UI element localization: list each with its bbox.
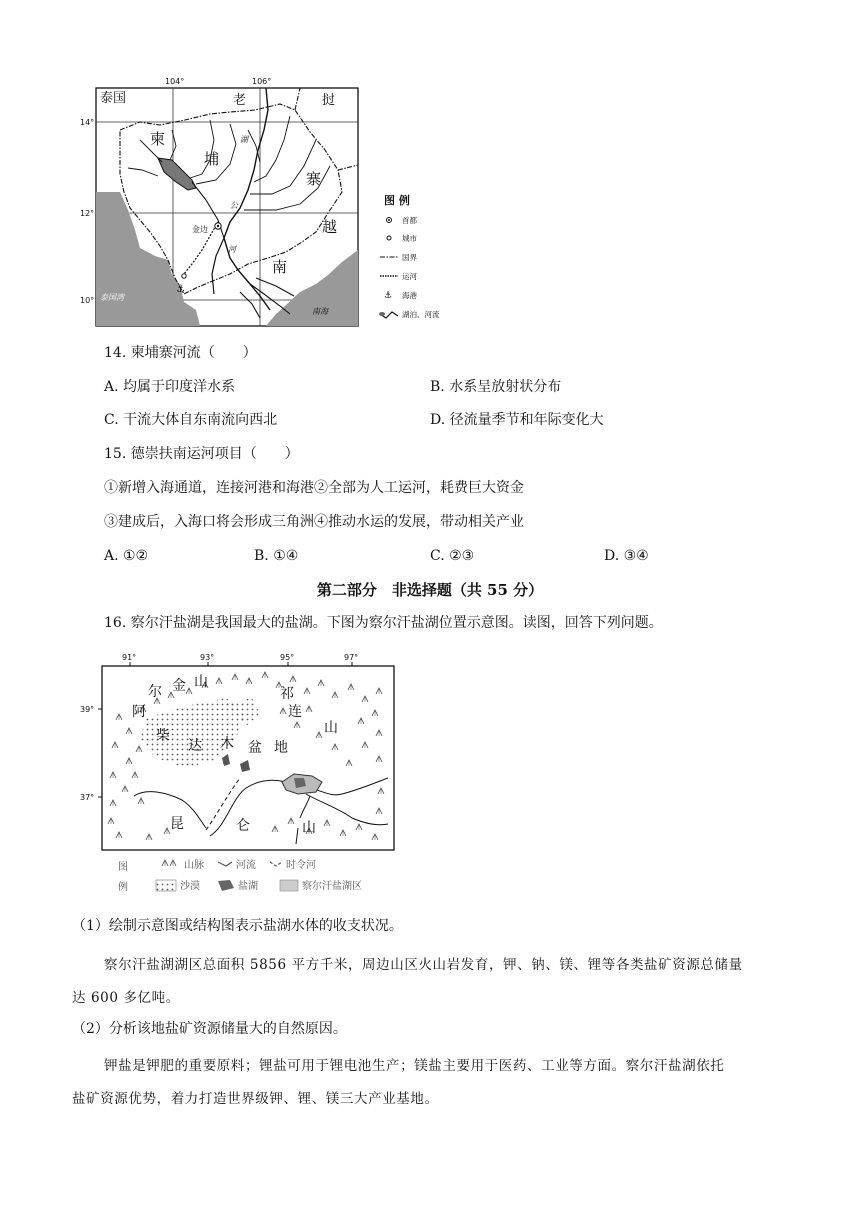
legend-title: 图 例 [384,194,410,207]
label-a: 阿 [132,704,146,720]
label-lian: 连 [288,704,302,720]
legend-port: 海港 [402,291,417,300]
label-shan2: 山 [324,720,338,736]
lon-label-93: 93° [200,653,215,662]
q16-para2-line1: 钾盐是钾肥的重要原料；锂盐可用于锂电池生产；镁盐主要用于医药、工业等方面。察尔汗盐湖依托 [104,1058,725,1074]
legend-mountain: 山脉 [184,860,204,871]
label-gong: 公 [230,201,238,210]
legend-qarhan-area: 察尔汗盐湖区 [302,881,362,892]
label-phnom-penh: 金边 [192,225,208,234]
label-di: 地 [274,740,288,756]
lat-label-39: 39° [80,705,95,714]
lon-label-91: 91° [122,653,137,662]
label-cambodia-2: 埔 [204,150,220,168]
q16-para1-line1: 察尔汗盐湖湖区总面积 5856 平方千米，周边山区火山岩发育，钾、钠、镁、锂等各类盐矿资源总储量 [104,957,743,973]
label-shan3: 山 [302,820,316,836]
legend-capital: 首都 [402,216,417,225]
q15-option-b: B. ①④ [254,548,299,564]
q16-para2-line2: 盐矿资源优势，着力打造世界级钾、锂、镁三大产业基地。 [72,1091,439,1107]
label-er: 尔 [148,684,162,700]
q14-option-a: A. 均属于印度洋水系 [104,379,236,395]
legend-river: 河流 [236,860,256,871]
q16-para1-line2: 达 600 多亿吨。 [72,990,180,1006]
label-river: 河 [228,245,236,254]
q15-option-d: D. ③④ [604,548,649,564]
label-chai: 柴 [156,728,170,744]
qarhan-map-svg [76,648,406,900]
lat-label-12: 12° [80,209,95,218]
q15-line1: ①新增入海通道，连接河港和海港②全部为人工运河，耗费巨大资金 [104,480,524,496]
lon-label-97: 97° [344,653,359,662]
label-lake: 湖 [240,135,248,144]
legend-city: 城市 [402,234,417,243]
map2-legend [118,858,362,893]
label-thailand: 泰国 [100,91,127,106]
legend-lake-river: 湖泊、河流 [402,310,440,319]
lon-label-104: 104° [165,77,185,86]
cambodia-map [80,70,460,332]
lat-label-37: 37° [80,793,95,802]
q14-stem: 14. 柬埔寨河流（ ） [104,345,257,361]
legend-canal: 运河 [402,272,417,281]
q15-option-c: C. ②③ [430,548,475,564]
q14-option-d: D. 径流量季节和年际变化大 [430,412,604,428]
q14-option-c: C. 干流大体自东南流向西北 [104,412,278,428]
q15-stem: 15. 德崇扶南运河项目（ ） [104,446,299,462]
label-qi: 祁 [280,686,294,702]
lon-label-95: 95° [280,653,295,662]
legend-salt-lake: 盐湖 [238,881,258,892]
lat-label-10: 10° [80,296,95,305]
svg-text:⚓: ⚓ [176,284,185,295]
label-mu: 木 [220,736,234,752]
label-da: 达 [188,738,202,754]
legend-label-2: 例 [118,882,128,893]
label-shan1: 山 [194,674,208,690]
label-jin: 金 [172,678,186,694]
map1-legend [379,193,440,319]
qarhan-map [76,648,406,900]
lat-label-14: 14° [80,118,95,127]
q15-line2: ③建成后，入海口将会形成三角洲④推动水运的发展，带动相关产业 [104,514,524,530]
q14-option-b: B. 水系呈放射状分布 [430,379,562,395]
cambodia-map-svg [80,70,460,332]
legend-border: 国界 [402,253,417,262]
q16-stem: 16. 察尔汗盐湖是我国最大的盐湖。下图为察尔汗盐湖位置示意图。读图，回答下列问题。 [104,615,663,631]
label-kun1: 昆 [170,816,184,832]
q15-option-a: A. ①② [104,548,149,564]
section-title: 第二部分 非选择题（共 55 分） [316,581,544,599]
label-laos-2: 挝 [322,93,336,108]
legend-label-1: 图 [118,862,128,873]
label-cambodia-1: 柬 [150,130,166,148]
lon-label-106: 106° [252,77,272,86]
label-gulf-of-thailand: 泰国湾 [100,293,124,302]
legend-seasonal-river: 时令河 [286,860,316,871]
svg-text:⚓: ⚓ [384,291,393,301]
label-vietnam-2: 南 [272,258,288,276]
label-pen: 盆 [248,740,262,756]
q16-sub1: （1）绘制示意图或结构图表示盐湖水体的收支状况。 [72,918,403,934]
label-cambodia-3: 寨 [306,170,322,188]
q16-sub2: （2）分析该地盐矿资源储量大的自然原因。 [72,1021,347,1037]
legend-desert: 沙漠 [180,881,200,892]
label-laos-1: 老 [233,93,247,108]
label-vietnam-1: 越 [322,218,338,236]
label-kun2: 仑 [236,818,250,834]
label-south-china-sea: 南海 [312,307,328,316]
